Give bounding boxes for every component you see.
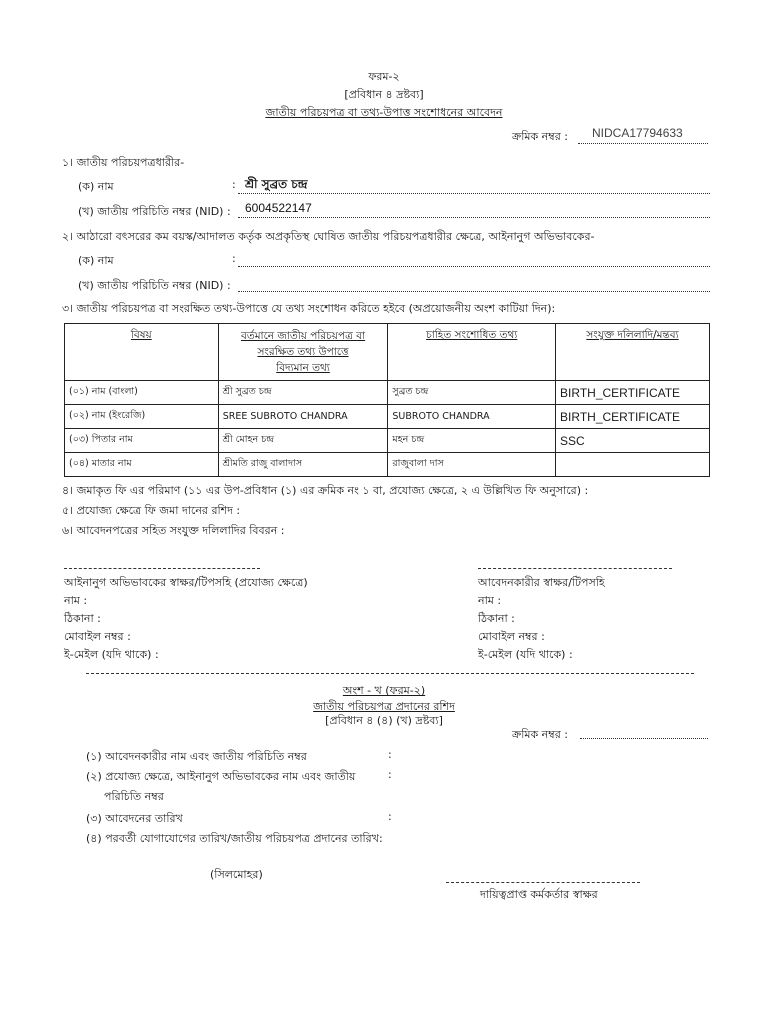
holder-name-value: শ্রী সুব্রত চন্দ্র — [245, 177, 308, 191]
seal-label: (সিলমোহর) — [210, 868, 263, 881]
receipt-item-2: (২) প্রযোজ্য ক্ষেত্রে, আইনানুগ অভিভাবকের নাম এবং জাতীয় — [86, 770, 356, 783]
receipt-serial-line — [580, 738, 708, 739]
applicant-sign-line — [478, 568, 672, 569]
colon: : — [388, 748, 392, 761]
rule-reference: [প্রবিধান ৪ দ্রষ্টব্য] — [344, 88, 424, 101]
applicant-address: ঠিকানা : — [478, 612, 515, 625]
colon: : — [232, 178, 236, 191]
row-desired: সুব্রত চন্দ্র — [388, 381, 556, 405]
guardian-name-line — [238, 266, 710, 267]
guardian-nid-line — [238, 291, 710, 292]
row-attached — [556, 453, 710, 477]
receipt-rule-reference: [প্রবিধান ৪ (৪) (খ) দ্রষ্টব্য] — [325, 714, 443, 727]
colon: : — [232, 252, 236, 265]
header-subject: বিষয় — [65, 324, 219, 381]
guardian-email: ই-মেইল (যদি থাকে) : — [64, 648, 159, 661]
guardian-nid-label: (খ) জাতীয় পরিচিতি নম্বর (NID) : — [78, 279, 231, 292]
receipt-part-label: অংশ - খ (ফরম-২) — [342, 684, 426, 697]
row-attached: SSC — [556, 429, 710, 453]
table-row — [65, 381, 710, 405]
table-row — [65, 405, 710, 429]
receipt-item-1: (১) আবেদনকারীর নাম এবং জাতীয় পরিচিতি নম্বর — [86, 750, 307, 763]
applicant-name: নাম : — [478, 594, 502, 607]
receipt-item-4: (৪) পরবর্তী যোগাযোগের তারিখ/জাতীয় পরিচয়পত্র প্রদানের তারিখ: — [86, 832, 383, 845]
holder-nid-label: (খ) জাতীয় পরিচিতি নম্বর (NID) : — [78, 205, 231, 218]
row-subject: (০৩) পিতার নাম — [65, 429, 219, 453]
page-title: জাতীয় পরিচয়পত্র বা তথ্য-উপাত্ত সংশোধনের আবেদন — [265, 106, 503, 119]
applicant-email: ই-মেইল (যদি থাকে) : — [478, 648, 573, 661]
row-subject: (০৪) মাতার নাম — [65, 453, 219, 477]
section2-heading: ২। আঠারো বৎসরের কম বয়স্ক/আদালত কর্তৃক অপ্রকৃতিস্থ ঘোষিত জাতীয় পরিচয়পত্রধারীর ক্ষেত্রে, আইনানুগ অভিভাবকের- — [62, 230, 595, 243]
guardian-address: ঠিকানা : — [64, 612, 101, 625]
colon: : — [388, 810, 392, 823]
section1-heading: ১। জাতীয় পরিচয়পত্রধারীর- — [62, 156, 185, 169]
applicant-sign-label: আবেদনকারীর স্বাক্ষর/টিপসহি — [478, 576, 605, 589]
section3-heading: ৩। জাতীয় পরিচয়পত্র বা সংরক্ষিত তথ্য-উপাত্তে যে তথ্য সংশোধন করিতে হইবে (অপ্রয়োজনীয় অংশ কাটিয়া দিন): — [62, 302, 556, 315]
form-number: ফরম-২ — [368, 70, 400, 83]
serial-underline — [578, 143, 708, 144]
cut-line — [86, 673, 694, 674]
holder-name-label: (ক) নাম — [78, 180, 114, 193]
row-current: SREE SUBROTO CHANDRA — [218, 405, 388, 429]
header-attached: সংযুক্ত দলিলাদি/মন্তব্য — [556, 324, 710, 381]
serial-label: ক্রমিক নম্বর : — [512, 130, 568, 143]
row-current: শ্রী মোহন চন্দ্র — [218, 429, 388, 453]
row-subject: (০২) নাম (ইংরেজি) — [65, 405, 219, 429]
receipt-serial-label: ক্রমিক নম্বর : — [512, 728, 568, 741]
applicant-mobile: মোবাইল নম্বর : — [478, 630, 545, 643]
row-desired: রাজুবালা দাস — [388, 453, 556, 477]
holder-nid-line — [238, 217, 710, 218]
section4-fee: ৪। জমাকৃত ফি এর পরিমাণ (১১ এর উপ-প্রবিধান (১) এর ক্রমিক নং ১ বা, প্রযোজ্য ক্ষেত্রে, ২ এ উল্লিখিত ফি অনুসারে) : — [62, 484, 589, 497]
header-desired: চাহিত সংশোধিত তথ্য — [388, 324, 556, 381]
guardian-name: নাম : — [64, 594, 88, 607]
officer-sign-label: দায়িত্বপ্রাপ্ত কর্মকর্তার স্বাক্ষর — [480, 888, 598, 901]
receipt-title: জাতীয় পরিচয়পত্র প্রদানের রশিদ — [313, 700, 455, 713]
holder-nid-value: 6004522147 — [245, 201, 312, 215]
receipt-item-2-cont: পরিচিতি নম্বর — [104, 790, 164, 803]
guardian-mobile: মোবাইল নম্বর : — [64, 630, 131, 643]
row-desired: মহন চন্দ্র — [388, 429, 556, 453]
guardian-sign-label: আইনানুগ অভিভাবকের স্বাক্ষর/টিপসহি (প্রযোজ্য ক্ষেত্রে) — [64, 576, 308, 589]
section5-receipt: ৫। প্রযোজ্য ক্ষেত্রে ফি জমা দানের রশিদ : — [62, 504, 241, 517]
table-row — [65, 453, 710, 477]
row-desired: SUBROTO CHANDRA — [388, 405, 556, 429]
table-row — [65, 429, 710, 453]
holder-name-line — [238, 193, 710, 194]
correction-table — [64, 323, 710, 477]
guardian-name-label: (ক) নাম — [78, 254, 114, 267]
officer-sign-line — [446, 882, 640, 883]
row-current: শ্রী সুব্রত চন্দ্র — [218, 381, 388, 405]
row-attached: BIRTH_CERTIFICATE — [556, 381, 710, 405]
header-current: বর্তমানে জাতীয় পরিচয়পত্র বা সংরক্ষিত তথ্য উপাত্তে বিদ্যমান তথ্য — [218, 324, 388, 381]
row-subject: (০১) নাম (বাংলা) — [65, 381, 219, 405]
row-attached: BIRTH_CERTIFICATE — [556, 405, 710, 429]
table-header-row — [65, 324, 710, 381]
guardian-sign-line — [64, 568, 260, 569]
row-current: শ্রীমতি রাজু বালাদাস — [218, 453, 388, 477]
colon: : — [388, 768, 392, 781]
section6-documents: ৬। আবেদনপত্রের সহিত সংযুক্ত দলিলাদির বিবরন : — [62, 524, 285, 537]
receipt-item-3: (৩) আবেদনের তারিখ — [86, 812, 183, 825]
serial-number: NIDCA17794633 — [592, 126, 683, 140]
